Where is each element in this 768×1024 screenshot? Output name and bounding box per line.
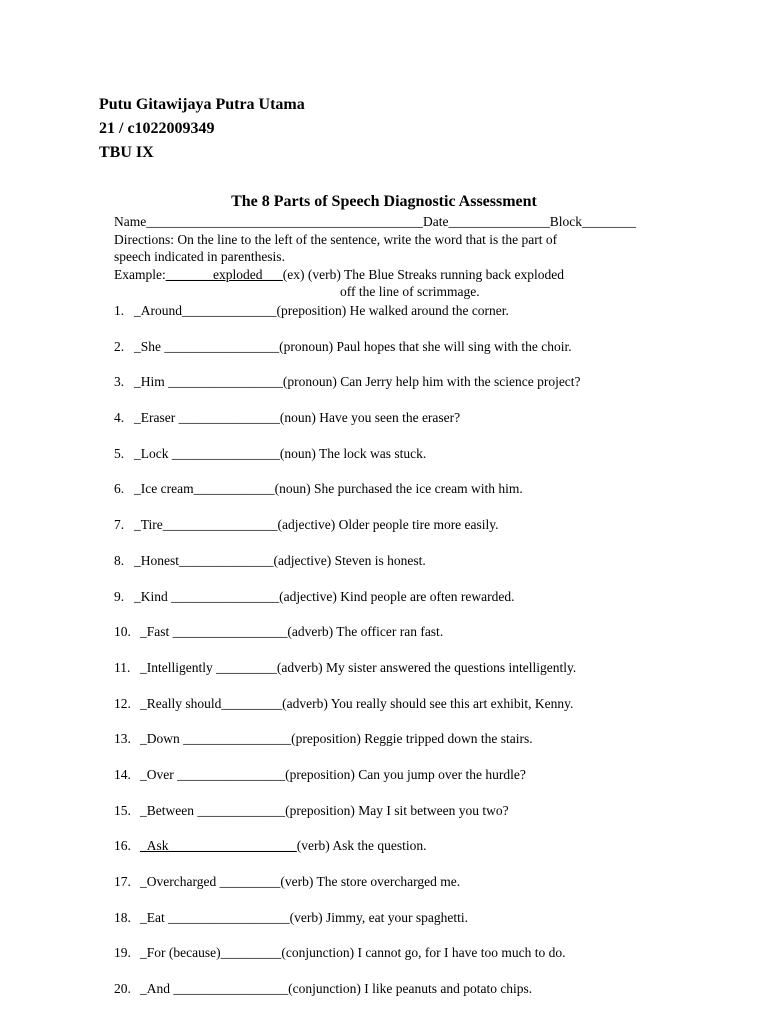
directions-line-1: Directions: On the line to the left of the sentence, write the word that is the part of (114, 231, 558, 247)
answer-blank: _Lock ________________ (134, 445, 280, 461)
student-info (99, 93, 305, 165)
question-item (114, 980, 581, 1016)
question-sentence: (noun) She purchased the ice cream with him. (274, 481, 523, 497)
question-number: 16. (114, 838, 131, 854)
answer-blank: _Intelligently _________ (140, 659, 277, 675)
question-sentence: (adverb) You really should see this art exhibit, Kenny. (282, 695, 574, 711)
question-number: 7. (114, 517, 125, 533)
question-list (114, 302, 581, 1016)
answer-blank: _For (because)_________ (140, 945, 282, 961)
question-number: 17. (114, 874, 131, 889)
question-sentence: (pronoun) Paul hopes that she will sing with the choir. (279, 338, 572, 354)
question-sentence: (verb) The store overcharged me. (280, 874, 461, 889)
question-sentence: (preposition) May I sit between you two? (285, 802, 509, 818)
question-sentence: (pronoun) Can Jerry help him with the science project? (282, 374, 581, 390)
question-item (114, 480, 581, 516)
question-item (114, 837, 581, 873)
question-number: 18. (114, 909, 131, 925)
question-sentence: (conjunction) I cannot go, for I have too much to do. (281, 945, 566, 961)
answer-blank: _Kind ________________ (134, 588, 280, 604)
question-sentence: (adjective) Kind people are often rewarded. (279, 588, 515, 604)
question-number: 11. (114, 659, 131, 675)
question-item (114, 338, 581, 374)
question-item (114, 409, 581, 445)
question-sentence: (preposition) Can you jump over the hurdle? (285, 766, 526, 782)
answer-blank: _Between _____________ (140, 802, 286, 818)
directions-line-2: speech indicated in parenthesis. (114, 249, 285, 264)
question-number: 10. (114, 624, 131, 640)
example-sentence: (ex) (verb) The Blue Streaks running back exploded (282, 266, 565, 282)
question-item (114, 588, 581, 624)
question-sentence: (verb) Ask the question. (296, 838, 427, 854)
question-item (114, 766, 581, 802)
question-number: 20. (114, 981, 131, 997)
example-answer: _______exploded___ (165, 266, 283, 282)
answer-blank: _Eraser _______________ (134, 410, 280, 426)
answer-blank: _Him _________________ (134, 374, 283, 390)
question-number: 6. (114, 481, 125, 497)
answer-blank: _Ask___________________ (140, 838, 297, 854)
answer-blank: _Eat __________________ (140, 909, 290, 925)
question-number: 2. (114, 338, 125, 354)
answer-blank: _Really should_________ (140, 695, 283, 711)
question-item (114, 695, 581, 731)
answer-blank: _Around______________ (134, 303, 277, 318)
answer-blank: _Ice cream____________ (134, 481, 275, 497)
question-item (114, 802, 581, 838)
example-label: Example: (114, 266, 166, 282)
question-item (114, 516, 581, 552)
question-sentence: (preposition) Reggie tripped down the stairs. (291, 731, 533, 747)
question-sentence: (verb) Jimmy, eat your spaghetti. (289, 909, 468, 925)
question-sentence: (adjective) Steven is honest. (273, 552, 426, 568)
question-number: 4. (114, 410, 125, 426)
answer-blank: _Over ________________ (140, 766, 286, 782)
question-number: 12. (114, 695, 131, 711)
question-number: 8. (114, 552, 125, 568)
answer-blank: _Down ________________ (140, 731, 292, 747)
question-item (114, 730, 581, 766)
question-item (114, 623, 581, 659)
question-number: 15. (114, 802, 131, 818)
question-number: 5. (114, 445, 125, 461)
example-continuation: off the line of scrimmage. (340, 284, 480, 299)
question-sentence: (preposition) He walked around the corner. (276, 303, 509, 318)
question-number: 14. (114, 766, 131, 782)
question-item (114, 373, 581, 409)
question-item (114, 659, 581, 695)
question-sentence: (adjective) Older people tire more easily. (277, 517, 499, 533)
student-id: 21 / c1022009349 (99, 120, 215, 137)
form-line: Name_________________________________________Date_______________Block________ (114, 214, 636, 229)
question-item (114, 445, 581, 481)
question-item (114, 944, 581, 980)
student-class: TBU IX (99, 144, 154, 161)
question-number: 3. (114, 374, 125, 390)
question-number: 1. (114, 303, 125, 318)
answer-blank: _Honest______________ (134, 552, 274, 568)
question-number: 9. (114, 588, 125, 604)
answer-blank: _And _________________ (140, 981, 289, 997)
example-line (114, 266, 654, 284)
answer-blank: _Overcharged _________ (140, 874, 281, 889)
question-number: 19. (114, 945, 131, 961)
answer-blank: _Fast _________________ (140, 624, 288, 640)
question-sentence: (conjunction) I like peanuts and potato chips. (288, 981, 533, 997)
document-title: The 8 Parts of Speech Diagnostic Assessment (231, 193, 537, 210)
answer-blank: _Tire_________________ (134, 517, 278, 533)
question-sentence: (noun) The lock was stuck. (279, 445, 427, 461)
question-sentence: (adverb) The officer ran fast. (287, 624, 444, 640)
question-sentence: (adverb) My sister answered the questions intelligently. (276, 659, 577, 675)
question-number: 13. (114, 731, 131, 747)
student-name: Putu Gitawijaya Putra Utama (99, 96, 305, 113)
question-item (114, 909, 581, 945)
answer-blank: _She _________________ (134, 338, 280, 354)
question-sentence: (noun) Have you seen the eraser? (279, 410, 461, 426)
question-item (114, 873, 581, 909)
instructions-block (114, 213, 654, 301)
question-item (114, 302, 581, 338)
question-item (114, 552, 581, 588)
